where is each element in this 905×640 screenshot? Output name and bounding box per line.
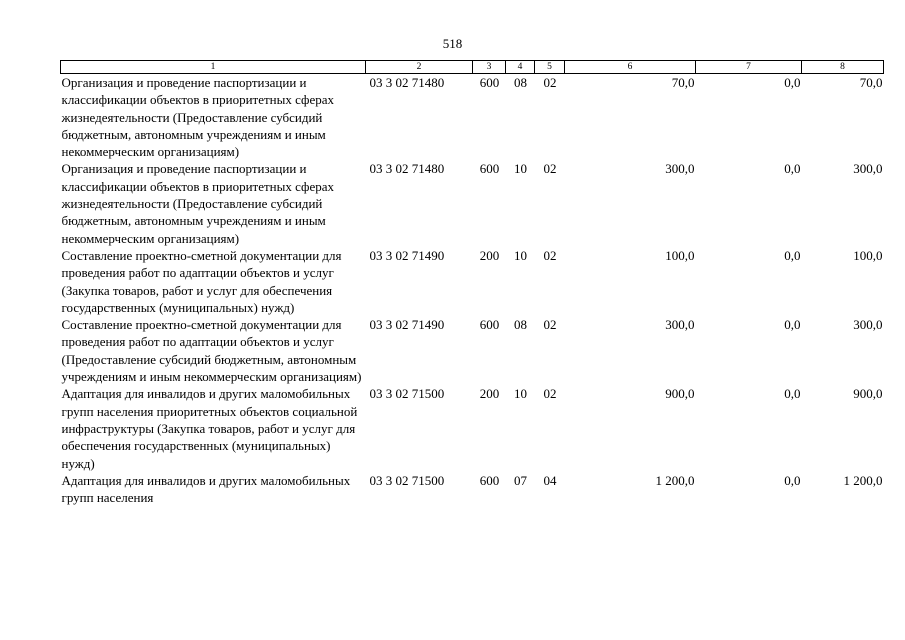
row-value-7: 0,0 <box>784 386 801 402</box>
row-pr: 04 <box>543 472 557 488</box>
row-value-7: 0,0 <box>784 247 801 263</box>
col-header: 5 <box>535 61 565 74</box>
row-rz: 10 <box>514 386 527 402</box>
row-code: 03 3 02 71500 <box>369 472 445 488</box>
row-value-6: 70,0 <box>671 75 695 90</box>
row-name: Составление проектно-сметной документации для проведения работ по адаптации объектов и услуг (Предоставление субсидий бюджетным, автономным учреждениям и иным некоммерческим организациям) <box>61 317 362 385</box>
row-rz: 10 <box>514 161 527 177</box>
col-header: 3 <box>473 61 506 74</box>
row-vr: 600 <box>479 317 500 333</box>
row-value-6: 900,0 <box>665 386 695 402</box>
table-row <box>61 316 884 385</box>
row-name: Адаптация для инвалидов и других маломобильных групп населения приоритетных объектов социальной инфраструктуры (Закупка товаров, работ и услуг для обеспечения государственных (муниципальных) нужд) <box>61 386 358 471</box>
row-pr: 02 <box>543 75 557 90</box>
row-vr: 600 <box>479 75 500 90</box>
table-row <box>61 160 884 246</box>
table-row <box>61 472 884 507</box>
row-pr: 02 <box>543 247 557 263</box>
row-value-6: 300,0 <box>665 161 695 177</box>
row-value-8: 900,0 <box>853 386 883 402</box>
col-header: 2 <box>366 61 473 74</box>
row-value-8: 1 200,0 <box>843 472 883 488</box>
col-header: 7 <box>696 61 802 74</box>
row-code: 03 3 02 71490 <box>369 317 445 333</box>
row-vr: 600 <box>479 161 500 177</box>
row-value-7: 0,0 <box>784 472 801 488</box>
row-rz: 08 <box>514 317 527 333</box>
row-value-7: 0,0 <box>784 75 801 90</box>
row-pr: 02 <box>543 161 557 177</box>
row-value-8: 300,0 <box>853 317 883 333</box>
col-header: 8 <box>802 61 884 74</box>
row-vr: 200 <box>479 247 500 263</box>
row-name: Составление проектно-сметной документации для проведения работ по адаптации объектов и услуг (Закупка товаров, работ и услуг для обеспечения государственных (муниципальных) нужд) <box>61 247 342 315</box>
row-pr: 02 <box>543 386 557 402</box>
row-rz: 10 <box>514 247 527 263</box>
header-row <box>61 61 884 74</box>
row-value-8: 100,0 <box>853 247 883 263</box>
row-value-6: 100,0 <box>665 247 695 263</box>
row-name: Организация и проведение паспортизации и классификации объектов в приоритетных сферах жизнедеятельности (Предоставление субсидий бюджетным, автономным учреждениям и иным некоммерческим организациям) <box>61 75 335 160</box>
row-code: 03 3 02 71490 <box>369 247 445 263</box>
table-row <box>61 247 884 316</box>
table-row <box>61 74 884 161</box>
row-vr: 200 <box>479 386 500 402</box>
row-value-7: 0,0 <box>784 317 801 333</box>
row-name: Организация и проведение паспортизации и классификации объектов в приоритетных сферах жизнедеятельности (Предоставление субсидий бюджетным, автономным учреждениям и иным некоммерческим организациям) <box>61 161 335 246</box>
row-pr: 02 <box>543 317 557 333</box>
row-name: Адаптация для инвалидов и других маломобильных групп населения <box>61 472 351 506</box>
col-header: 6 <box>565 61 696 74</box>
row-value-8: 70,0 <box>859 75 883 90</box>
row-code: 03 3 02 71500 <box>369 386 445 402</box>
budget-table <box>60 60 884 506</box>
page-number: 518 <box>442 36 463 51</box>
row-code: 03 3 02 71480 <box>369 75 445 90</box>
col-header: 4 <box>506 61 535 74</box>
row-value-8: 300,0 <box>853 161 883 177</box>
table-row <box>61 385 884 471</box>
row-rz: 08 <box>514 75 527 90</box>
row-value-6: 300,0 <box>665 317 695 333</box>
row-value-6: 1 200,0 <box>655 472 695 488</box>
col-header: 1 <box>61 61 366 74</box>
row-code: 03 3 02 71480 <box>369 161 445 177</box>
row-value-7: 0,0 <box>784 161 801 177</box>
row-vr: 600 <box>479 472 500 488</box>
row-rz: 07 <box>514 472 527 488</box>
